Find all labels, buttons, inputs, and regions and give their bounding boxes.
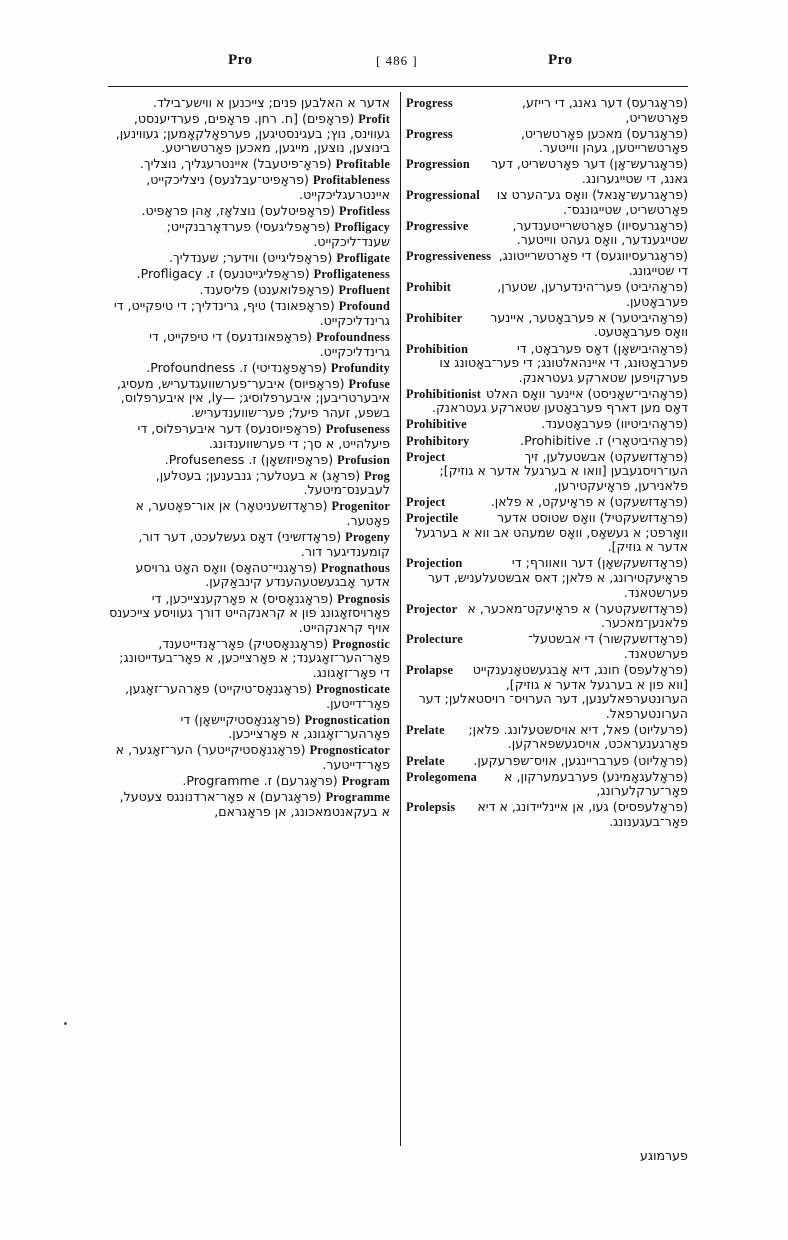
entry-definition: (פראָהיביטאָרי) ז. Prohibitive.: [520, 432, 688, 448]
entry-definition: (פראָגניי־טהאָס) וואָס האָט גרויסע אדער אָבגעשטעהענדע קינבאַקען.: [135, 559, 390, 590]
entry-definition: (פראָגנאָסטיקיישאָן) די פאָרהער־זאָגונג, א פאָרצייכען.: [180, 711, 390, 742]
entry-definition: (פראָפאונד) טיף, גרינדליך; די טיפקייט, די גרינדליכקייט.: [113, 298, 390, 328]
dictionary-entry: [108, 530, 390, 559]
left-column: [108, 96, 390, 1146]
entry-definition: (פראָלעגאָמינע) פערבעמערקון, א פאָר־ערקלערונג,: [504, 768, 688, 799]
dictionary-entry: [108, 204, 390, 219]
column-divider: [400, 92, 401, 1146]
entry-headword: Project: [406, 494, 446, 509]
catchword: פערמוגע: [640, 1148, 688, 1163]
entry-definition: (פראָדזשעניטאָר) אן אור־פאָטער, א פאָטער.: [135, 498, 390, 529]
entry-definition: (פראָדזשעקט) אבשטעלען, זיך העו־רויסגעבען [וואו א בערגעל אדער א גוזיק]; פלאנירען, פראָיעקטירען,: [439, 448, 688, 493]
entry-headword: Progressive: [406, 218, 469, 233]
entry-headword: Progress: [406, 96, 453, 110]
entry-headword: Profuseness: [325, 421, 390, 436]
dictionary-entry: [406, 387, 688, 416]
entry-definition: (פראָהיביטער) א פערבאָטער, איינער וואָס פערבאָטעט.: [490, 309, 688, 340]
entry-definition: (פראָפיוס) איבער־פערשוועגדעריש, מעסיג, איבערטריבען; איבערפלוסיג; —ly, אין איבערפלוס, בשפע, זעהר פיעל; פער־שווענדעריש.: [117, 375, 390, 420]
dictionary-entry: [108, 377, 390, 421]
entry-headword: Prognostication: [304, 712, 390, 727]
entry-definition: (פראָפליגייט) ווידער; שענדליך.: [169, 249, 333, 265]
entry-headword: Profluent: [338, 283, 390, 298]
dictionary-entry: [406, 663, 688, 721]
entry-headword: Prohibition: [406, 341, 469, 356]
entry-headword: Prognosticate: [315, 682, 390, 697]
dictionary-entry: [406, 219, 688, 248]
entry-headword: Prolecture: [406, 632, 463, 647]
entry-definition: (פראָגנאָס־טיקייט) פאָרהער־זאָגען, פאָר־דייטען.: [125, 681, 390, 711]
dictionary-entry: [406, 754, 688, 769]
dictionary-entry: [406, 450, 688, 494]
entry-headword: Progression: [406, 157, 470, 172]
entry-definition: (פראָליוט) פערבריינגען, אויס־שפרעקען.: [473, 752, 688, 768]
entry-definition: (פראָגרעס) דער גאנג, די רייזע, פאָרטשריט,: [522, 95, 688, 125]
dictionary-entry: [108, 592, 390, 636]
entry-headword: Profusion: [337, 452, 390, 467]
dictionary-entry: [406, 602, 688, 631]
dictionary-entry: [108, 299, 390, 328]
entry-headword: Profligate: [336, 250, 390, 265]
dictionary-entry: [108, 499, 390, 528]
entry-definition: (פראָהיבישאָן) דאָס פערבאָט, די פערבאָטונג, די איינהאלטונג; די פער־באָטונג צו פערקויפען שטארקע געטראנק.: [439, 340, 688, 385]
dictionary-entry: [406, 556, 688, 600]
entry-definition: (פראָדזשעקטער) א פראָיעקט־מאכער, א פלאנען־מאכער.: [467, 600, 688, 631]
dictionary-entry: [108, 220, 390, 249]
dictionary-entry: [406, 770, 688, 799]
entry-definition: (פראָהיביטיוו) פערבאָטענד.: [541, 416, 688, 432]
entry-headword: Prolepsis: [406, 800, 456, 815]
entry-definition: (פראָפים) [ח. רחן. פראָפים, פערדיענסט, געווינס, נוץ; בעגינסטיגען, פערפאָלקאָמען; געווינען, בינוצען, נוצען, מייגען, מאכען פאָרטשריטע.: [115, 111, 390, 156]
entry-headword: Prognosis: [337, 591, 390, 606]
dictionary-entry: [406, 417, 688, 432]
entry-definition: (פראָפיטלעס) נוצלאָז, אָהן פראָפיט.: [141, 203, 336, 219]
entry-headword: Profundity: [330, 360, 390, 375]
entry-headword: Prolapse: [406, 662, 454, 677]
dictionary-entry: [406, 723, 688, 752]
dictionary-entry: [108, 173, 390, 202]
entry-definition: (פראָלעפס) חונג, דיא אָבגעשטאָנענקייט [ווא פון א בערגעל אדער א גוזיק], הערונטערפאלענען, דער הערויס־ רויסטאלען; דער הערונטערפאל.: [418, 661, 688, 721]
entry-definition: (פראָפאונדנעס) די טיפקייט, די גרינדליכקייט.: [149, 328, 390, 359]
entry-definition: (פראָגרעסיווגעס) די פאָרטשרייטונג, די שטייגונג.: [498, 248, 688, 279]
dictionary-entry: [108, 453, 390, 468]
dictionary-entry: [108, 469, 390, 498]
dictionary-entry: [406, 127, 688, 156]
dictionary-entry: [108, 330, 390, 359]
dictionary-entry: [406, 188, 688, 217]
entry-definition: (פראָגרעם) ז. Programme.: [182, 773, 338, 789]
entry-headword: Profitable: [335, 157, 390, 172]
page-number: [ 486 ]: [376, 53, 418, 68]
running-head-left: Pro: [228, 52, 253, 68]
dictionary-entry: [108, 251, 390, 266]
entry-definition: (פראָג) א בעטלער; גנבענען; בעטלען, לעבענס־מיטעל.: [155, 467, 390, 498]
entry-headword: Profligacy: [334, 220, 390, 235]
dictionary-entry: [108, 361, 390, 376]
entry-headword: Prohibitive: [406, 417, 467, 432]
entry-definition: (פראָגרעס) מאכען פאָרטשריט, פאָרטשרייטען, געהן ווייטער.: [520, 125, 688, 156]
entry-definition: (פראָפיט־עבלנעס) ניצליכקייט, איינטרעגליכקייט.: [146, 172, 390, 203]
entry-headword: Prohibitionist: [406, 386, 482, 401]
entry-definition: (פראָלעפסיס) געו, אן איינליידונג, א דיא פאָר־בעגענונג.: [477, 799, 688, 829]
running-head-right: Pro: [548, 52, 573, 68]
entry-definition: (פרעליוט) פאל, דיא אויסשטעלונג. פלאן; פאָרגענעראכט, אויסגעשפארקען.: [468, 721, 688, 752]
entry-headword: Profuse: [348, 376, 390, 391]
entry-headword: Prohibiter: [406, 310, 463, 325]
entry-headword: Prognathous: [321, 560, 390, 575]
right-column: [406, 96, 688, 1146]
entry-headword: Profitableness: [312, 173, 390, 188]
dictionary-entry: [406, 632, 688, 661]
entry-headword: Prognosticator: [309, 743, 390, 758]
entry-definition: (פראָפיוסנעס) דער איבערפלוס, די פיעלהייט, א סך; די פערשווענדונג.: [137, 420, 390, 451]
dictionary-entry: [406, 342, 688, 386]
entry-definition: (פראָ־פיטעבל) איינטרעגליך, נוצליך.: [139, 156, 332, 172]
entry-definition: (פראָגרעש־אָנאל) וואָס גע־הערט צו פאָרטשריט, שטייגונגס־.: [496, 187, 688, 217]
dictionary-entry: [108, 112, 390, 156]
entry-headword: Prelate: [406, 722, 445, 737]
entry-headword: Projectile: [406, 511, 459, 526]
dictionary-entry: [108, 790, 390, 819]
dictionary-entry: [108, 713, 390, 742]
page-speck: [64, 1022, 67, 1025]
entry-headword: Profound: [338, 299, 390, 314]
dictionary-entry: [406, 511, 688, 555]
entry-definition: (פראָדזשיני) דאָס געשלעכט, דער דור, קומענדיגער דור.: [138, 529, 390, 559]
dictionary-entry: [108, 743, 390, 772]
entry-definition: (פראָדזשעקט) א פראָיעקט, א פלאן.: [490, 493, 688, 509]
entry-headword: Projection: [406, 556, 463, 571]
dictionary-entry: [406, 495, 688, 510]
dictionary-entry: [108, 96, 390, 111]
dictionary-entry: [406, 157, 688, 186]
dictionary-entry: [108, 267, 390, 282]
dictionary-entry: [108, 637, 390, 681]
entry-definition: אדער א האלבען פנים; צייכנען א ווישע־בילד.: [152, 95, 390, 110]
entry-definition: (פראָגרעסיוו) פאָרטשרייטענדער, שטייגענדער, וואָס געהט ווייטער.: [512, 217, 688, 248]
entry-headword: Prelate: [406, 753, 445, 768]
entry-headword: Progressional: [406, 188, 480, 203]
entry-definition: (פראָפאָנדיטי) ז. Profoundness.: [146, 359, 327, 375]
entry-headword: Prohibitory: [406, 433, 470, 448]
entry-headword: Profoundness: [316, 329, 390, 344]
entry-definition: (פראָדזשעקשאָן) דער וואוורף; די פראָיעקטירונג, א פלאן; דאס אבשטעלעניש, דער פערשטאנד.: [427, 555, 688, 600]
entry-headword: Project: [406, 449, 446, 464]
entry-definition: (פראָגרעש־אָן) דער פאָרטשריט, דער גאנג, די שטייגערונג.: [490, 156, 688, 186]
entry-definition: (פראָגנאָסטיקייטער) הער־זאָגער, א פאָר־דייטער.: [115, 742, 390, 773]
entry-definition: (פראָפליגייטנעס) ז. Profligacy.: [136, 266, 310, 282]
entry-definition: (פראָדזשעקשור) די אבשטעל־ פערשטאנד.: [528, 631, 688, 661]
entry-headword: Profit: [358, 112, 390, 127]
entry-headword: Progenitor: [331, 499, 390, 514]
entry-headword: Projector: [406, 601, 458, 616]
entry-headword: Progressiveness: [406, 249, 492, 264]
entry-headword: Progeny: [345, 530, 390, 545]
entry-headword: Prolegomena: [406, 769, 477, 784]
entry-definition: (פראָפלואענט) פליסענד.: [199, 282, 335, 298]
dictionary-entry: [406, 96, 688, 125]
dictionary-entry: [108, 682, 390, 711]
dictionary-entry: [406, 800, 688, 829]
entry-definition: (פראָהיבי־שאָניסט) איינער וואָס האלט דאָס מען דארף פערבאָטען שטארקע געטראנק.: [431, 385, 688, 416]
entry-headword: Progress: [406, 126, 453, 141]
entry-definition: (פראָפליגעסי) פערדאָרבנקייט; שענד־ליכקייט.: [166, 219, 390, 249]
entry-definition: (פראָגנאָסיס) א פאָרקענצייכען, די פאָרויסזאָגונג פון א קראנקהייט דורך געוויסע צייכענס אויף קראנקהייט.: [109, 590, 390, 635]
entry-definition: (פראָגרעם) א פאָר־ארדנונגס צעטעל, א בעקאנטמאכונג, אן פראָגראם,: [119, 789, 390, 819]
entry-headword: Program: [341, 774, 390, 789]
header-rule: [108, 86, 688, 87]
dictionary-entry: [108, 283, 390, 298]
dictionary-entry: [108, 422, 390, 451]
entry-headword: Programme: [325, 790, 390, 805]
entry-definition: (פראָפיוזשאָן) ז. Profuseness.: [164, 451, 334, 467]
entry-headword: Prognostic: [332, 636, 390, 651]
dictionary-entry: [108, 561, 390, 590]
entry-headword: Prog: [364, 468, 390, 483]
entry-headword: Prohibit: [406, 280, 452, 295]
dictionary-entry: [108, 774, 390, 789]
dictionary-entry: [406, 249, 688, 278]
entry-definition: (פראָדזשעקטיל) וואָס שטוסט אדער וואָרפט; א געשאָס, וואָס שמעהט אב ווא א בערגעל אדער א גוזיק].: [415, 510, 688, 555]
entry-headword: Profligateness: [313, 267, 390, 282]
dictionary-entry: [108, 157, 390, 172]
dictionary-entry: [406, 280, 688, 309]
entry-headword: Profitless: [339, 204, 390, 219]
dictionary-entry: [406, 434, 688, 449]
entry-definition: (פראָהיביט) פער־הינדערען, שטערן, פערבאָטען.: [497, 279, 688, 309]
entry-definition: (פראָגנאָסטיק) פאָר־אָנדייטענד, פאָר־הער־זאָגענד; א פאָרצייכען, א פאָר־בעדייטונג; די פאָר־זאָגונג.: [119, 635, 390, 680]
dictionary-entry: [406, 311, 688, 340]
running-head: [108, 52, 688, 86]
